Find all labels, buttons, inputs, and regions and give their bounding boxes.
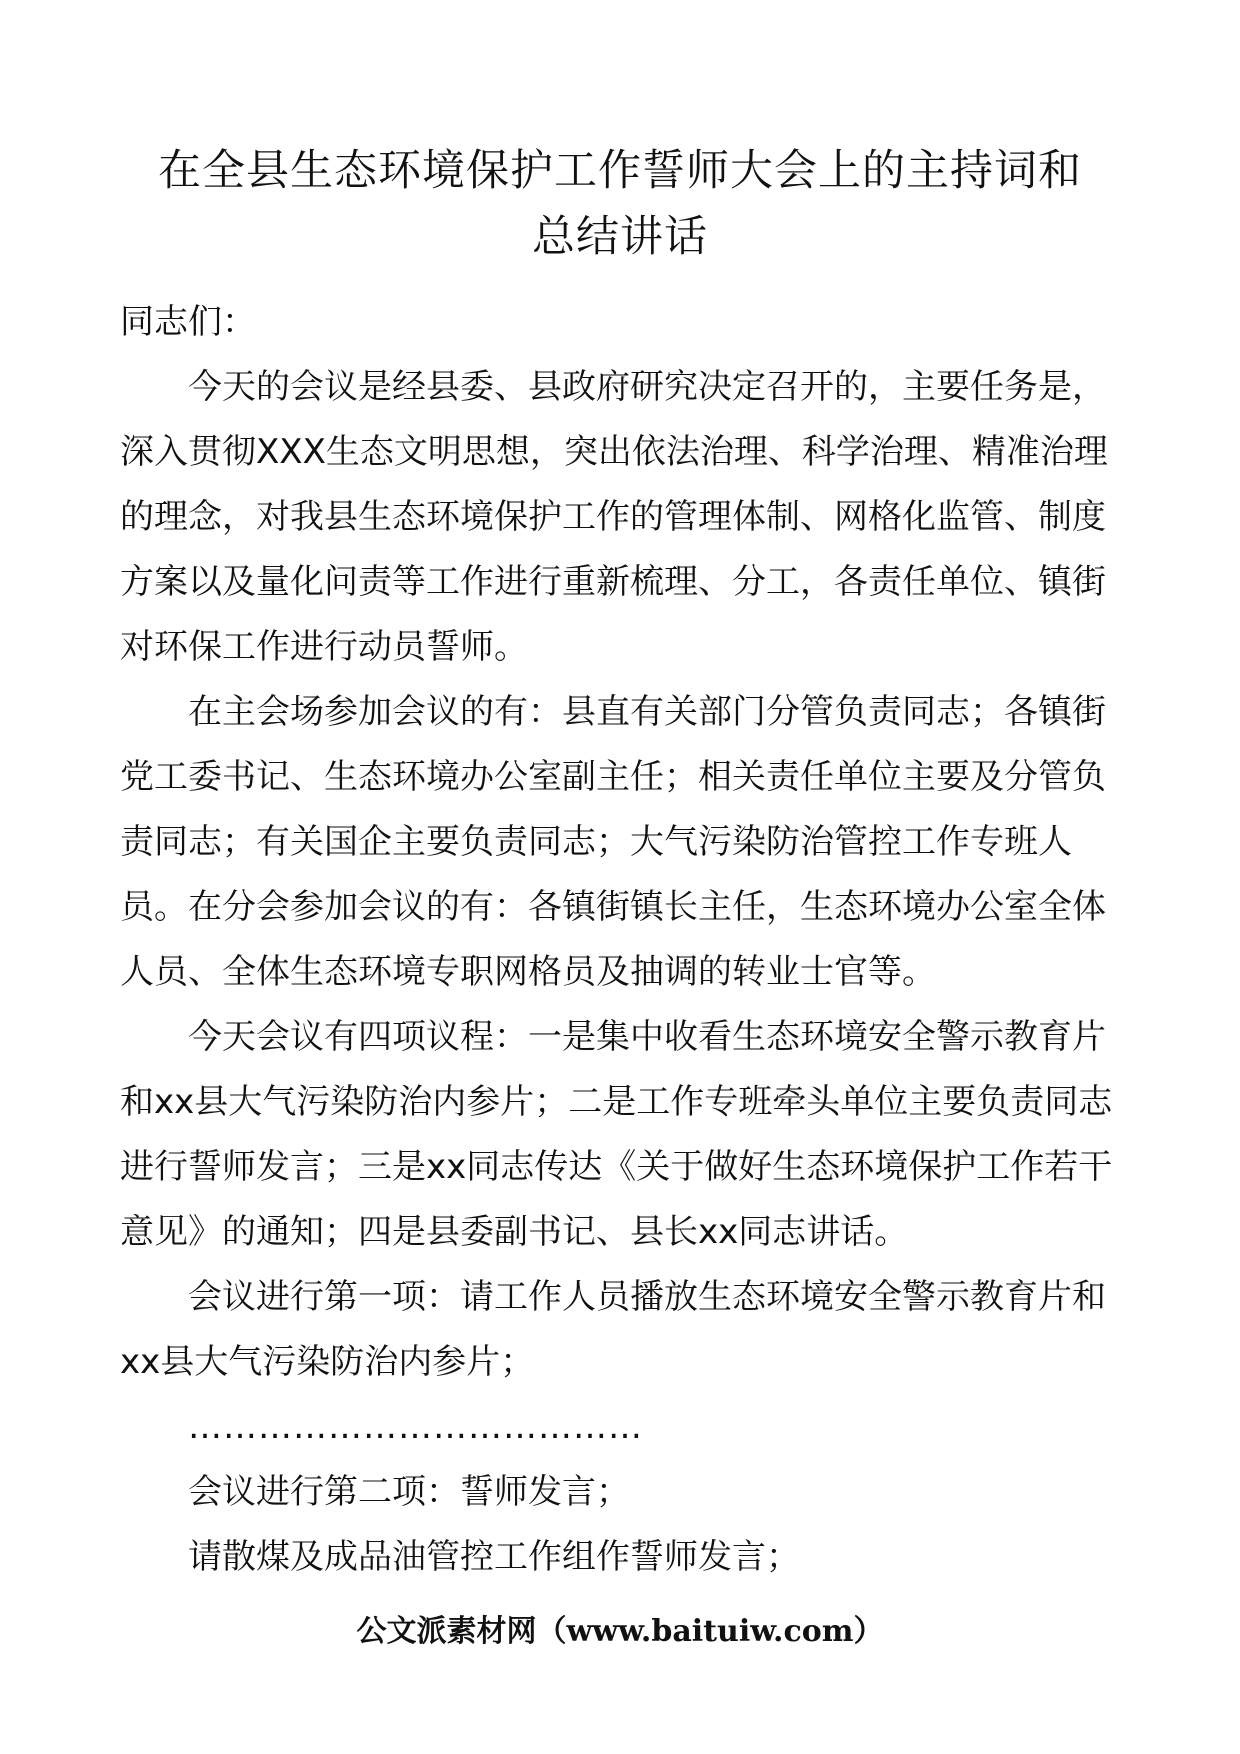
footer-watermark: 公文派素材网（www.baituiw.com） (356, 1614, 884, 1649)
paragraph-item-two: 会议进行第二项：誓师发言； (188, 1472, 630, 1512)
paragraph-purpose: 今天的会议是经县委、县政府研究决定召开的，主要任务是，深入贯彻XXX生态文明思想，突出依法治理、科学治理、精准治理的理念，对我县生态环境保护工作的管理体制、网格化监管、制度方案以及量化问责等工作进行重新梳理、分工，各责任单位、镇街对环保工作进行动员誓师。 (120, 367, 1108, 667)
document-title (100, 138, 1140, 270)
title-line-2: 总结讲话 (532, 212, 708, 262)
paragraph-agenda: 今天会议有四项议程：一是集中收看生态环境安全警示教育片和xx县大气污染防治内参片；二是工作专班牵头单位主要负责同志进行誓师发言；三是xx同志传达《关于做好生态环境保护工作若干意见》的通知；四是县委副书记、县长xx同志讲话。 (120, 1017, 1113, 1252)
ellipsis-line: ………………………………… (188, 1407, 643, 1447)
title-line-1: 在全县生态环境保护工作誓师大会上的主持词和 (158, 146, 1082, 196)
document-body (120, 290, 1120, 1590)
paragraph-attendees: 在主会场参加会议的有：县直有关部门分管负责同志；各镇街党工委书记、生态环境办公室副主任；相关责任单位主要及分管负责同志；有关国企主要负责同志；大气污染防治管控工作专班人员。在分会参加会议的有：各镇街镇长主任，生态环境办公室全体人员、全体生态环境专职网格员及抽调的转业士官等。 (120, 692, 1106, 992)
paragraph-item-one: 会议进行第一项：请工作人员播放生态环境安全警示教育片和xx县大气污染防治内参片； (120, 1277, 1106, 1382)
salutation: 同志们： (120, 302, 256, 342)
paragraph-speech-request: 请散煤及成品油管控工作组作誓师发言； (188, 1537, 800, 1577)
